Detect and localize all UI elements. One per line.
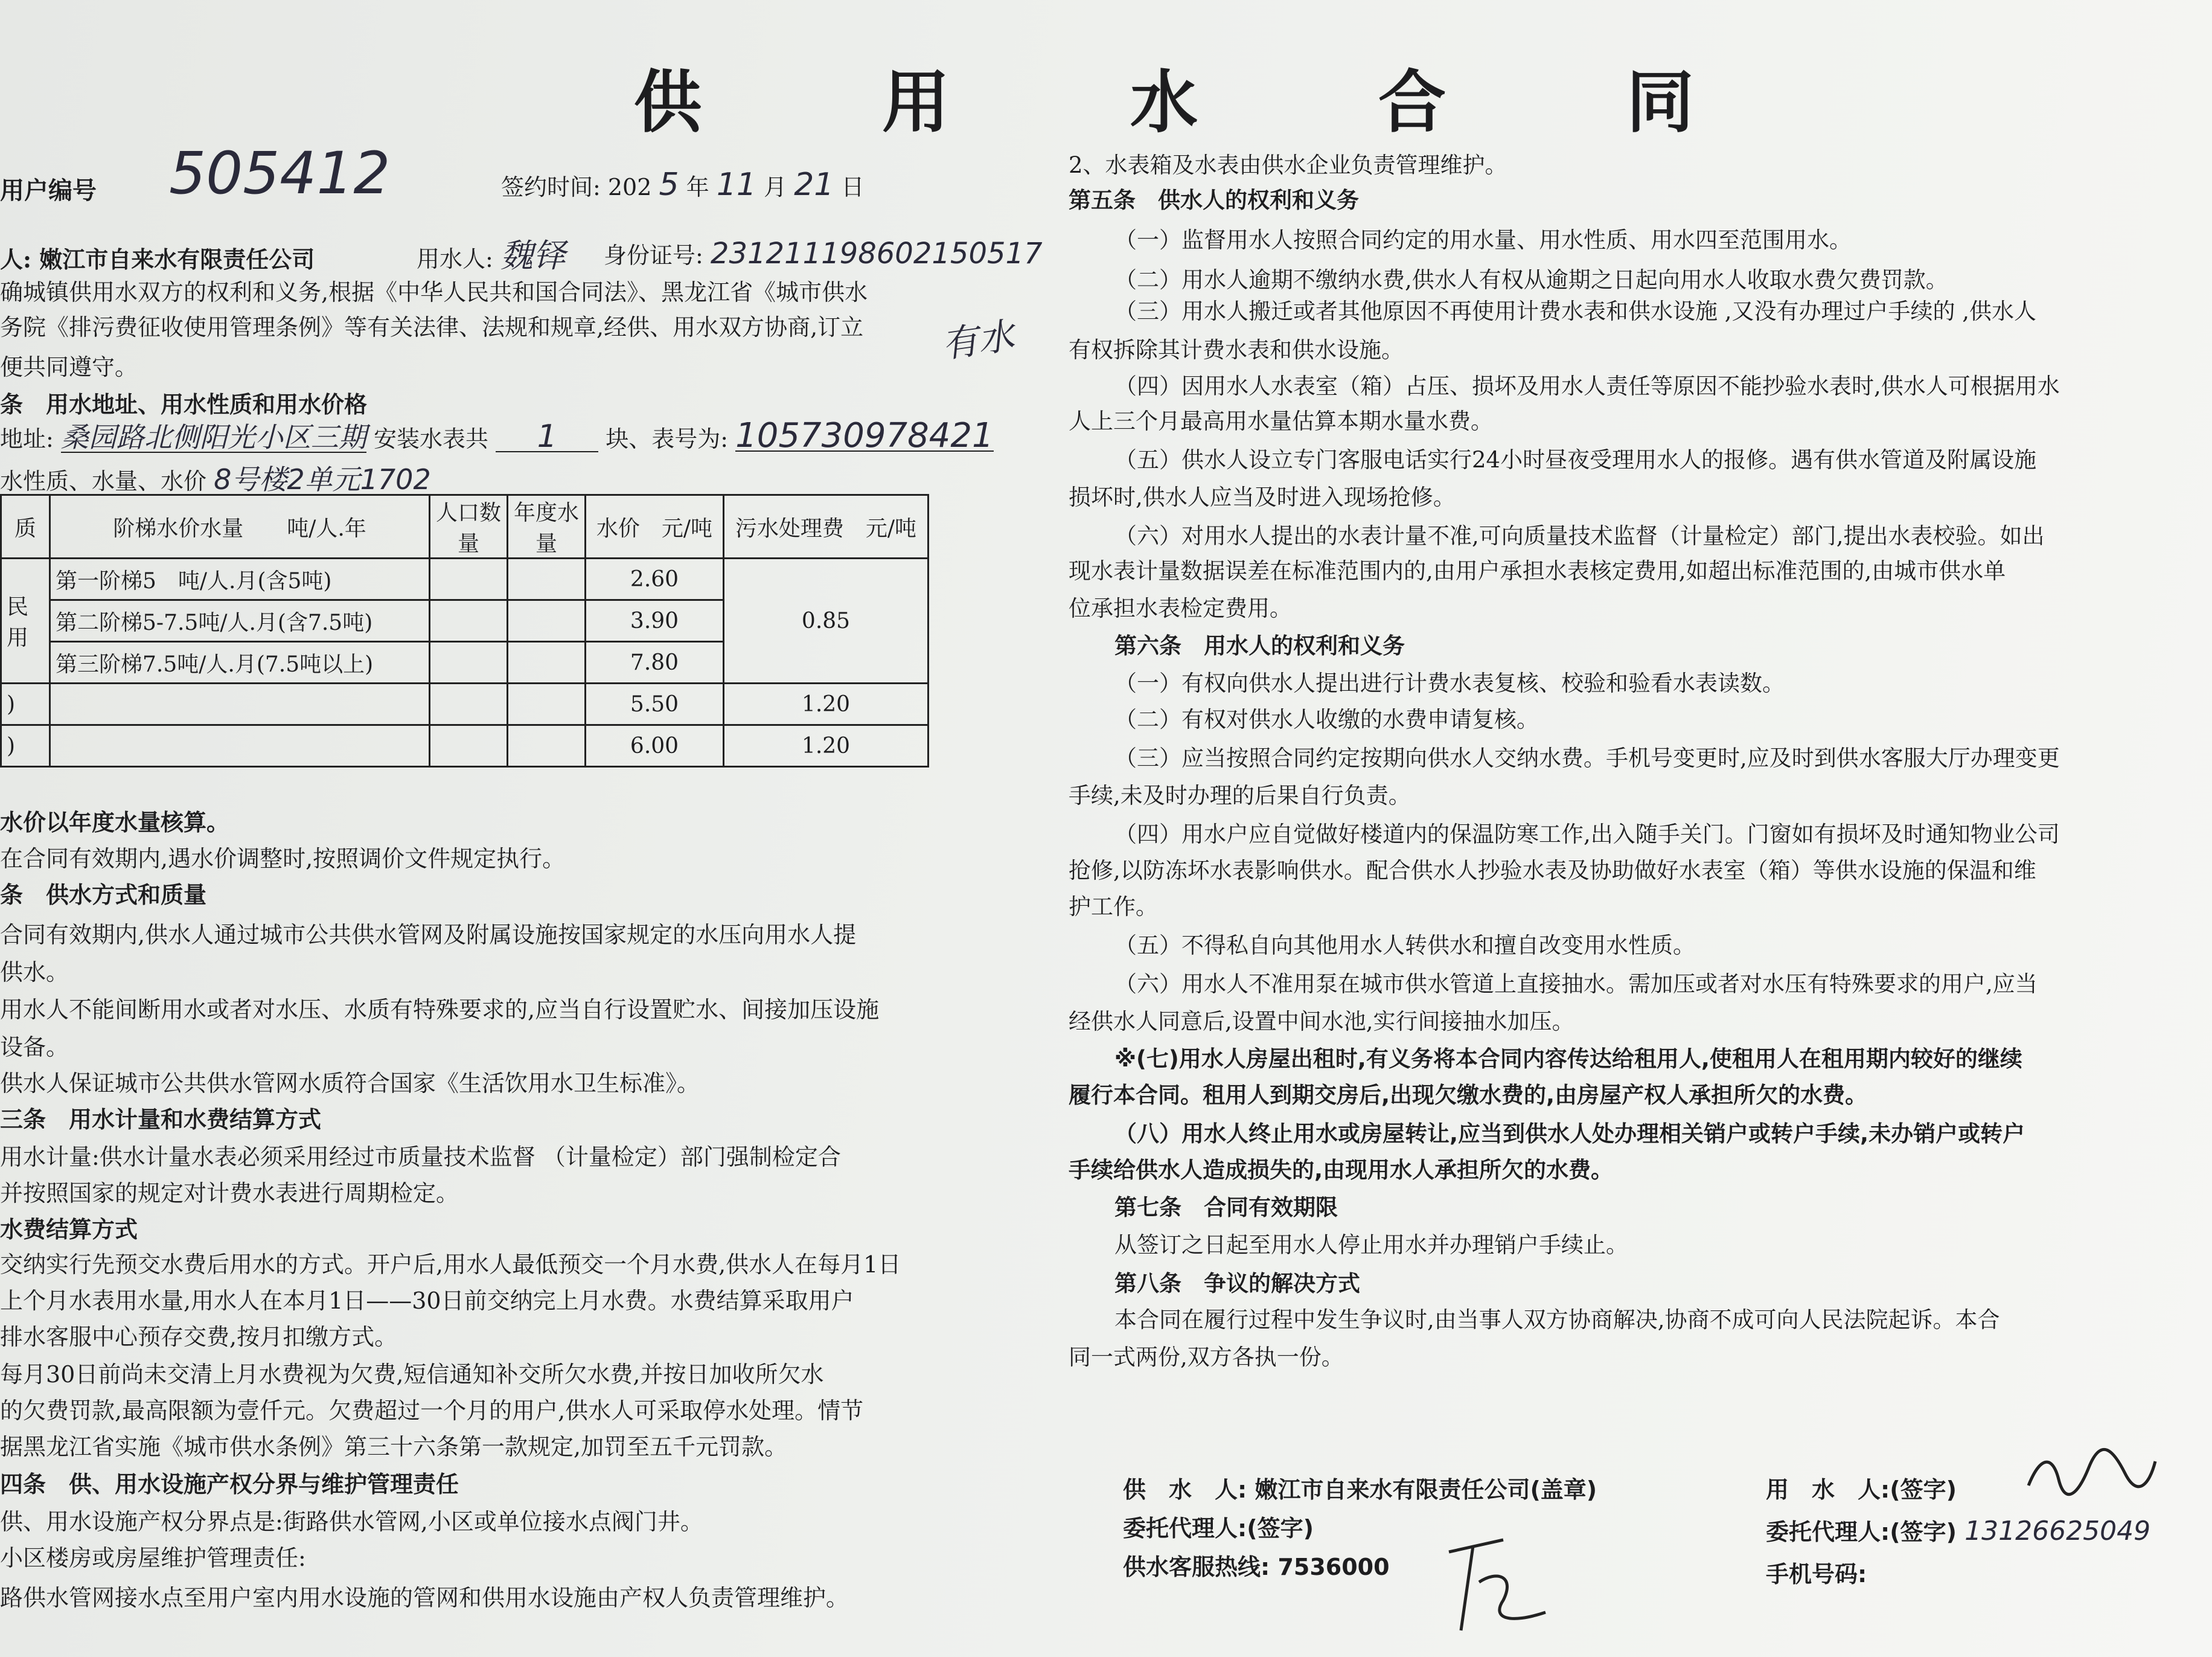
section-heading: 水价以年度水量核算。 — [0, 809, 230, 836]
row-group-label: 民用 — [1, 559, 50, 684]
body-text-line: 用水计量:供水计量水表必须采用经过市质量技术监督 （计量检定）部门强制检定合 — [0, 1144, 841, 1170]
body-text-line: 设备。 — [0, 1034, 69, 1060]
body-text-line: 人上三个月最高用水量估算本期水量水费。 — [1069, 408, 1493, 434]
body-text-line: 同一式两份,双方各执一份。 — [1069, 1344, 1344, 1370]
body-text-line: 并按照国家的规定对计费水表进行周期检定。 — [0, 1180, 459, 1207]
sewage-cell: 1.20 — [724, 684, 929, 725]
hotline-row — [1123, 1548, 1390, 1582]
body-text-line: 上个月水表用水量,用水人在本月1日——30日前交纳完上月水费。水费结算采取用户 — [0, 1287, 854, 1314]
table-header: 人口数量 — [430, 495, 508, 559]
table-header: 质 — [1, 495, 50, 559]
section-heading: 第六条 用水人的权利和义务 — [1114, 633, 1405, 659]
intro-line-2: 务院《排污费征收使用管理条例》等有关法律、法规和规章,经供、用水双方协商,订立 — [0, 314, 864, 341]
section-heading: 三条 用水计量和水费结算方式 — [0, 1106, 322, 1133]
body-text-line: 供水。 — [0, 959, 69, 986]
id-row — [604, 239, 1043, 270]
section-heading: 水费结算方式 — [0, 1216, 138, 1243]
table-header: 年度水量 — [508, 495, 586, 559]
intro-line-3: 便共同遵守。 — [0, 354, 138, 380]
body-text-line: 合同有效期内,供水人通过城市公共供水管网及附属设施按国家规定的水压向用水人提 — [0, 921, 857, 948]
supplier-agent-label: 委托代理人:(签字) — [1123, 1515, 1314, 1542]
supplier-label: 人: 嫩江市自来水有限责任公司 — [0, 246, 315, 273]
body-text-line: （一）有权向供水人提出进行计费水表复核、校验和验看水表读数。 — [1114, 670, 1785, 696]
tier-cell: ) — [1, 684, 50, 725]
margin-note-hw: 有水 — [939, 314, 1017, 367]
sign-day-hw: 21 — [794, 167, 834, 203]
body-text-line: 供、用水设施产权分界点是:街路供水管网,小区或单位接水点阀门井。 — [0, 1508, 703, 1535]
user-name-hw: 魏铎 — [500, 237, 566, 275]
sign-time-prefix: 签约时间: 202 — [501, 174, 652, 200]
sign-month-unit: 月 — [764, 174, 787, 200]
intro-line-1: 确城镇供用水双方的权利和义务,根据《中华人民共和国合同法》、黑龙江省《城市供水 — [0, 279, 868, 306]
table-row — [1, 559, 929, 600]
table-header: 污水处理费 元/吨 — [724, 495, 929, 559]
body-text-line: （四）用水户应自觉做好楼道内的保温防寒工作,出入随手关门。门窗如有损坏及时通知物业公司 — [1114, 821, 2060, 847]
table-header: 阶梯水价水量 吨/人.年 — [50, 495, 430, 559]
body-text-line: （五）供水人设立专门客服电话实行24小时昼夜受理用水人的报修。遇有供水管道及附属设施 — [1114, 447, 2037, 473]
user-agent-hw: 13126625049 — [1964, 1516, 2151, 1546]
body-text-line: 排水客服中心预存交费,按月扣缴方式。 — [0, 1324, 398, 1350]
supplier-agent-signature — [1437, 1528, 1558, 1643]
tier-cell: ) — [1, 725, 50, 767]
nature-hw: 8号楼2单元1702 — [214, 463, 431, 496]
body-text-line: 损坏时,供水人应当及时进入现场抢修。 — [1069, 484, 1456, 510]
id-value-hw: 231211198602150517 — [710, 237, 1043, 271]
body-text-line: （二）用水人逾期不缴纳水费,供水人有权从逾期之日起向用水人收取水费欠费罚款。 — [1114, 267, 1948, 293]
user-signature-scribble — [2022, 1443, 2161, 1504]
body-text-line: 用水人不能间断用水或者对水压、水质有特殊要求的,应当自行设置贮水、间接加压设施 — [0, 996, 880, 1023]
contract-title: 供 用 水 合 同 — [634, 63, 1772, 142]
section-heading: ※(七)用水人房屋出租时,有义务将本合同内容传达给租用人,使租用人在租用期内较好的继续 — [1114, 1046, 2022, 1072]
body-text-line: 现水表计量数据误差在标准范围内的,由用户承担水表核定费用,如超出标准范围的,由城市供水单 — [1069, 558, 2006, 584]
user-name-row — [417, 237, 566, 275]
price-cell: 6.00 — [586, 725, 724, 767]
body-text-line: 有权拆除其计费水表和供水设施。 — [1069, 337, 1404, 363]
supplier-sign-value: 嫩江市自来水有限责任公司(盖章) — [1255, 1476, 1597, 1503]
supplier-signature-row — [1123, 1471, 1597, 1504]
user-agent-row — [1766, 1513, 2150, 1546]
section-heading: 四条 供、用水设施产权分界与维护管理责任 — [0, 1470, 459, 1498]
sewage-cell: 1.20 — [724, 725, 929, 767]
section-heading: 第七条 合同有效期限 — [1114, 1194, 1338, 1220]
body-text-line: 从签订之日起至用水人停止用水并办理销户手续止。 — [1114, 1232, 1628, 1258]
supplier-sign-label: 供 水 人: — [1123, 1476, 1247, 1503]
tier-cell: 第一阶梯5 吨/人.月(含5吨) — [50, 559, 430, 600]
body-text-line: 2、水表箱及水表由供水企业负责管理维护。 — [1069, 152, 1507, 178]
phone-label: 手机号码: — [1766, 1561, 1867, 1588]
body-text-line: （二）有权对供水人收缴的水费申请复核。 — [1114, 707, 1539, 732]
sign-day-unit: 日 — [841, 174, 865, 200]
body-text-line: 路供水管网接水点至用户室内用水设施的管网和供用水设施由产权人负责管理维护。 — [0, 1585, 849, 1611]
body-text-line: 本合同在履行过程中发生争议时,由当事人双方协商解决,协商不成可向人民法院起诉。本合 — [1114, 1307, 2000, 1333]
nature-row — [0, 465, 431, 496]
section-heading: 履行本合同。租用人到期交房后,出现欠缴水费的,由房屋产权人承担所欠的水费。 — [1069, 1082, 1868, 1108]
body-text-line: 位承担水表检定费用。 — [1069, 595, 1292, 621]
price-cell: 3.90 — [586, 600, 724, 642]
address-label: 地址: — [0, 426, 54, 452]
section-heading: 手续给供水人造成损失的,由现用水人承担所欠的水费。 — [1069, 1157, 1614, 1183]
body-text-line: 在合同有效期内,遇水价调整时,按照调价文件规定执行。 — [0, 845, 566, 872]
price-cell: 7.80 — [586, 642, 724, 684]
body-text-line: （六）对用水人提出的水表计量不准,可向质量技术监督（计量检定）部门,提出水表校验。如出 — [1114, 523, 2045, 549]
user-agent-label: 委托代理人:(签字) — [1766, 1519, 1957, 1545]
body-text-line: 抢修,以防冻坏水表影响供水。配合供水人抄验水表及协助做好水表室（箱）等供水设施的保温和维 — [1069, 857, 2036, 883]
body-text-line: （四）因用水人水表室（箱）占压、损坏及用水人责任等原因不能抄验水表时,供水人可根据用水 — [1114, 373, 2060, 399]
sewage-cell: 0.85 — [724, 559, 929, 684]
price-cell: 2.60 — [586, 559, 724, 600]
tier-cell: 第三阶梯7.5吨/人.月(7.5吨以上) — [50, 642, 430, 684]
body-text-line: 的欠费罚款,最高限额为壹仟元。欠费超过一个月的用户,供水人可采取停水处理。情节 — [0, 1397, 864, 1424]
address-hw: 桑园路北侧阳光小区三期 — [60, 421, 366, 454]
sign-year-unit: 年 — [686, 174, 709, 200]
meter-count-hw: 1 — [496, 422, 598, 452]
body-text-line: 手续,未及时办理的后果自行负责。 — [1069, 783, 1411, 809]
hotline-label: 供水客服热线: — [1123, 1554, 1270, 1580]
water-price-table — [0, 494, 929, 768]
section-heading: （八）用水人终止用水或房屋转让,应当到供水人处办理相关销户或转户手续,未办销户或转户 — [1114, 1121, 2025, 1147]
body-text-line: 小区楼房或房屋维护管理责任: — [0, 1545, 306, 1571]
user-number-value: 505412 — [169, 139, 391, 207]
id-label: 身份证号: — [604, 242, 703, 269]
user-label: 用水人: — [417, 246, 493, 272]
body-text-line: （五）不得私自向其他用水人转供水和擅自改变用水性质。 — [1114, 932, 1695, 958]
sign-year-hw: 5 — [659, 167, 679, 203]
body-text-line: （三）用水人搬迁或者其他原因不再使用计费水表和供水设施 ,又没有办理过户手续的 ,供水人 — [1114, 298, 2037, 324]
body-text-line: 供水人保证城市公共供水管网水质符合国家《生活饮用水卫生标准》。 — [0, 1070, 700, 1097]
table-row — [1, 684, 929, 725]
user-number-label: 用户编号 — [0, 177, 97, 205]
sign-time-label — [501, 167, 865, 203]
meter-number-hw: 105730978421 — [735, 416, 994, 455]
user-sign-label: 用 水 人:(签字) — [1766, 1476, 1957, 1503]
body-text-line: （六）用水人不准用泵在城市供水管道上直接抽水。需加压或者对水压有特殊要求的用户,应当 — [1114, 971, 2038, 997]
install-label: 安装水表共 — [374, 426, 489, 452]
body-text-line: （三）应当按照合同约定按期向供水人交纳水费。手机号变更时,应及时到供水客服大厅办理变更 — [1114, 745, 2060, 771]
body-text-line: 据黑龙江省实施《城市供水条例》第三十六条第一款规定,加罚至五千元罚款。 — [0, 1434, 788, 1460]
sign-month-hw: 11 — [716, 167, 756, 203]
tier-cell: 第二阶梯5-7.5吨/人.月(含7.5吨) — [50, 600, 430, 642]
nature-label: 水性质、水量、水价 — [0, 468, 207, 495]
section-heading: 条 供水方式和质量 — [0, 881, 207, 908]
article1-heading: 条 用水地址、用水性质和用水价格 — [0, 391, 368, 418]
address-row — [0, 416, 994, 455]
body-text-line: 经供水人同意后,设置中间水池,实行间接抽水加压。 — [1069, 1008, 1574, 1034]
hotline-value: 7536000 — [1277, 1554, 1390, 1580]
body-text-line: 护工作。 — [1069, 894, 1158, 920]
body-text-line: （一）监督用水人按照合同约定的用水量、用水性质、用水四至范围用水。 — [1114, 227, 1852, 253]
body-text-line: 每月30日前尚未交清上月水费视为欠费,短信通知补交所欠水费,并按日加收所欠水 — [0, 1361, 824, 1388]
section-heading: 第八条 争议的解决方式 — [1114, 1271, 1360, 1296]
table-header: 水价 元/吨 — [586, 495, 724, 559]
price-cell: 5.50 — [586, 684, 724, 725]
body-text-line: 交纳实行先预交水费后用水的方式。开户后,用水人最低预交一个月水费,供水人在每月1日 — [0, 1251, 901, 1278]
section-heading: 第五条 供水人的权利和义务 — [1069, 187, 1359, 213]
table-row — [1, 725, 929, 767]
block-label: 块、表号为: — [606, 426, 729, 452]
